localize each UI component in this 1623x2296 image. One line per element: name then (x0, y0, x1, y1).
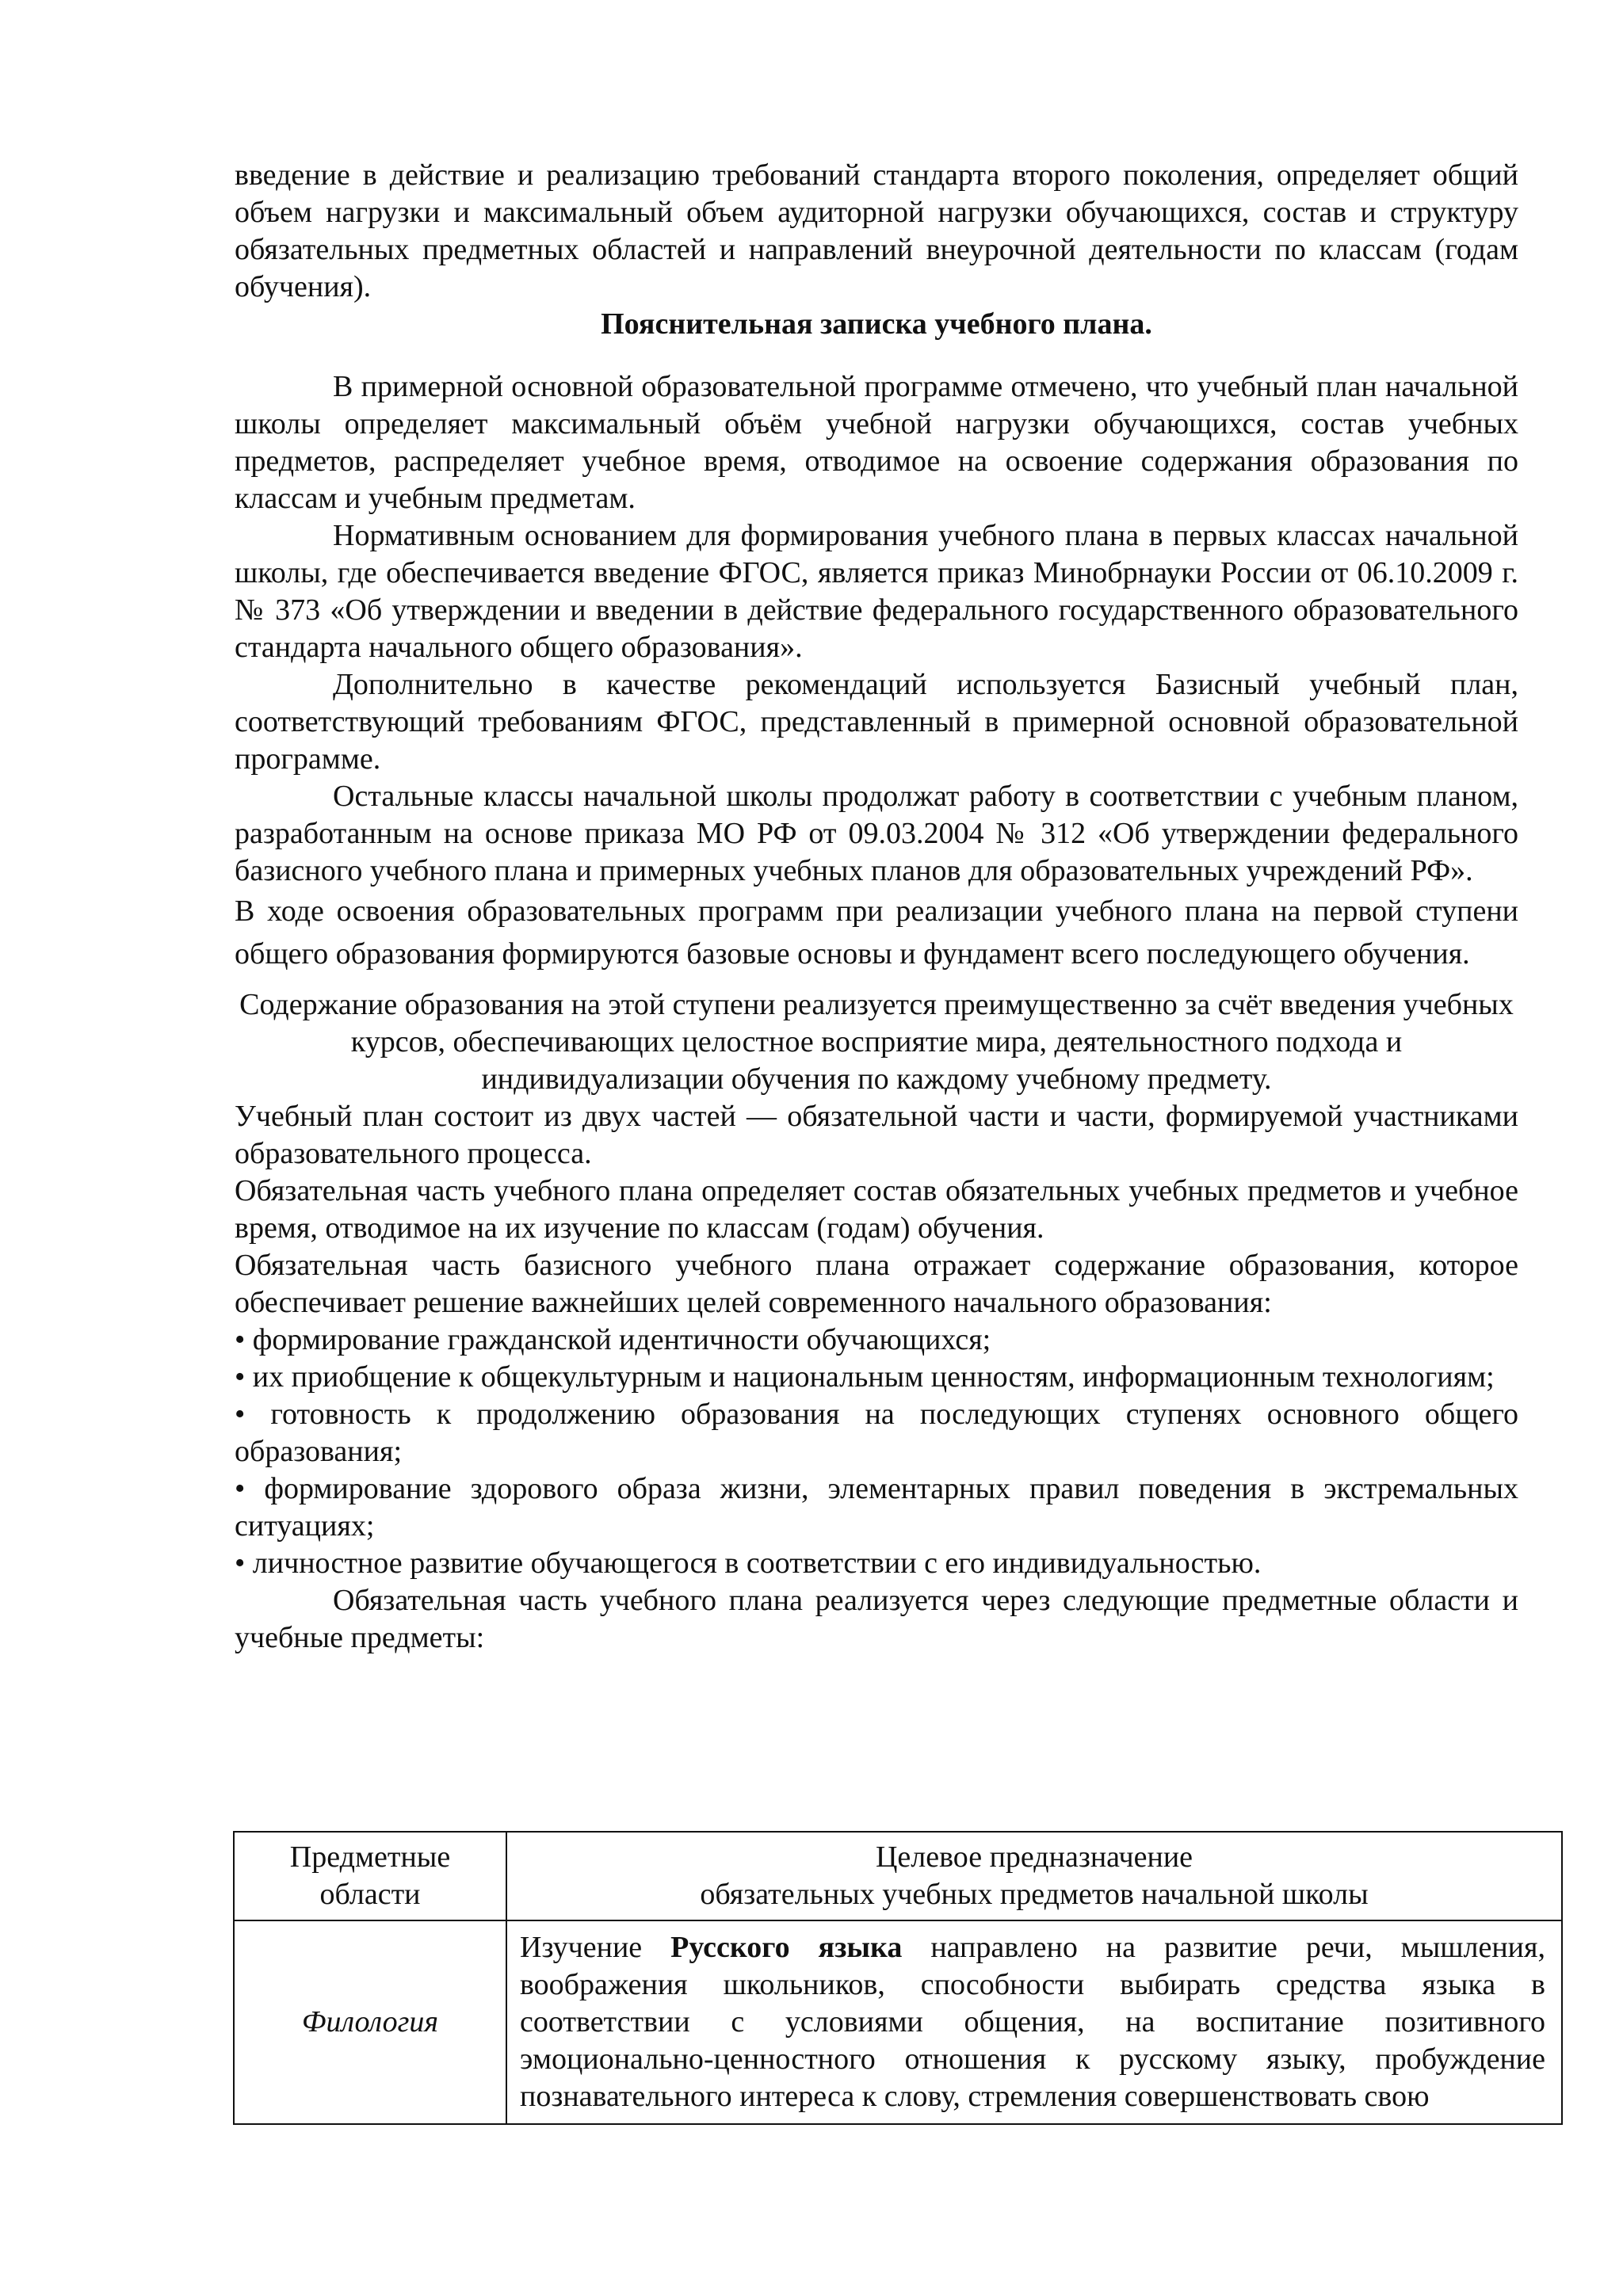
purpose-subject-name: Русского языка (670, 1931, 903, 1964)
bullet-item-4: • формирование здорового образа жизни, элементарных правил поведения в экстремальных ситуациях; (235, 1472, 1518, 1543)
header-cell-purpose (506, 1832, 1562, 1920)
section-title: Пояснительная записка учебного плана. (601, 307, 1152, 341)
paragraph-7: Учебный план состоит из двух частей — обязательной части и части, формируемой участниками образовательного процесса. (235, 1100, 1518, 1170)
header-areas-line2: области (319, 1878, 421, 1911)
bullet-item-5: • личностное развитие обучающегося в соответствии с его индивидуальностью. (235, 1547, 1262, 1580)
area-cell: Филология (234, 1920, 506, 2124)
paragraph-1: В примерной основной образовательной программе отмечено, что учебный план начальной школы определяет максимальный объём учебной нагрузки обучающихся, состав учебных предметов, распределяет учебное время, отводимое на освоение содержания образования по классам и учебным предметам. (235, 370, 1518, 515)
header-cell-areas (234, 1832, 506, 1920)
paragraph-intro: введение в действие и реализацию требований стандарта второго поколения, определяет общий объем нагрузки и максимальный объем аудиторной нагрузки обучающихся, состав и структуру обязательных предметных областей и направлений внеурочной деятельности по классам (годам обучения). (235, 158, 1518, 303)
header-purpose-line2: обязательных учебных предметов начальной школы (700, 1878, 1369, 1911)
paragraph-2: Нормативным основанием для формирования учебного плана в первых классах начальной школы, где обеспечивается введение ФГОС, является приказ Минобрнауки России от 06.10.2009 г. № 373 «Об утверждении и введении в действие федерального государственного образовательного стандарта начального общего образования». (235, 519, 1518, 664)
purpose-text-before: Изучение (520, 1931, 671, 1964)
purpose-cell (506, 1920, 1562, 2124)
paragraph-9: Обязательная часть базисного учебного плана отражает содержание образования, которое обеспечивает решение важнейших целей современного начального образования: (235, 1249, 1518, 1319)
bullet-item-3: • готовность к продолжению образования на последующих ступенях основного общего образования; (235, 1398, 1518, 1468)
bullet-item-1: • формирование гражданской идентичности обучающихся; (235, 1323, 991, 1356)
paragraph-5: В ходе освоения образовательных программ при реализации учебного плана на первой ступени общего образования формируются базовые основы и фундамент всего последующего обучения. (235, 894, 1518, 971)
paragraph-6: Содержание образования на этой ступени реализуется преимущественно за счёт введения учебных курсов, обеспечивающих целостное восприятие мира, деятельностного подхода и индивидуализации обучения по каждому учебному предмету. (239, 988, 1514, 1096)
paragraph-10: Обязательная часть учебного плана реализуется через следующие предметные области и учебные предметы: (235, 1584, 1518, 1654)
purpose-text-after: направлено на развитие речи, мышления, воображения школьников, способности выбирать средства языка в соответствии с условиями общения, на воспитание позитивного эмоционально-ценностного отношения к русскому языку, пробуждение познавательного интереса к слову, стремления совершенствовать свою (520, 1931, 1545, 2113)
table-row (234, 1920, 1562, 2124)
header-areas-line1: Предметные (289, 1840, 451, 1874)
paragraph-8: Обязательная часть учебного плана определяет состав обязательных учебных предметов и учебное время, отводимое на их изучение по классам (годам) обучения. (235, 1174, 1518, 1245)
table-header-row (234, 1832, 1562, 1920)
document-body (235, 157, 1518, 1657)
paragraph-4: Остальные классы начальной школы продолжат работу в соответствии с учебным планом, разработанным на основе приказа МО РФ от 09.03.2004 № 312 «Об утверждении федерального базисного учебного плана и примерных учебных планов для образовательных учреждений РФ». (235, 780, 1518, 887)
paragraph-3: Дополнительно в качестве рекомендаций используется Базисный учебный план, соответствующий требованиям ФГОС, представленный в примерной основной образовательной программе. (235, 668, 1518, 776)
header-purpose-line1: Целевое предназначение (875, 1840, 1193, 1874)
subjects-table (233, 1831, 1563, 2125)
bullet-item-2: • их приобщение к общекультурным и национальным ценностям, информационным технологиям; (235, 1360, 1495, 1394)
